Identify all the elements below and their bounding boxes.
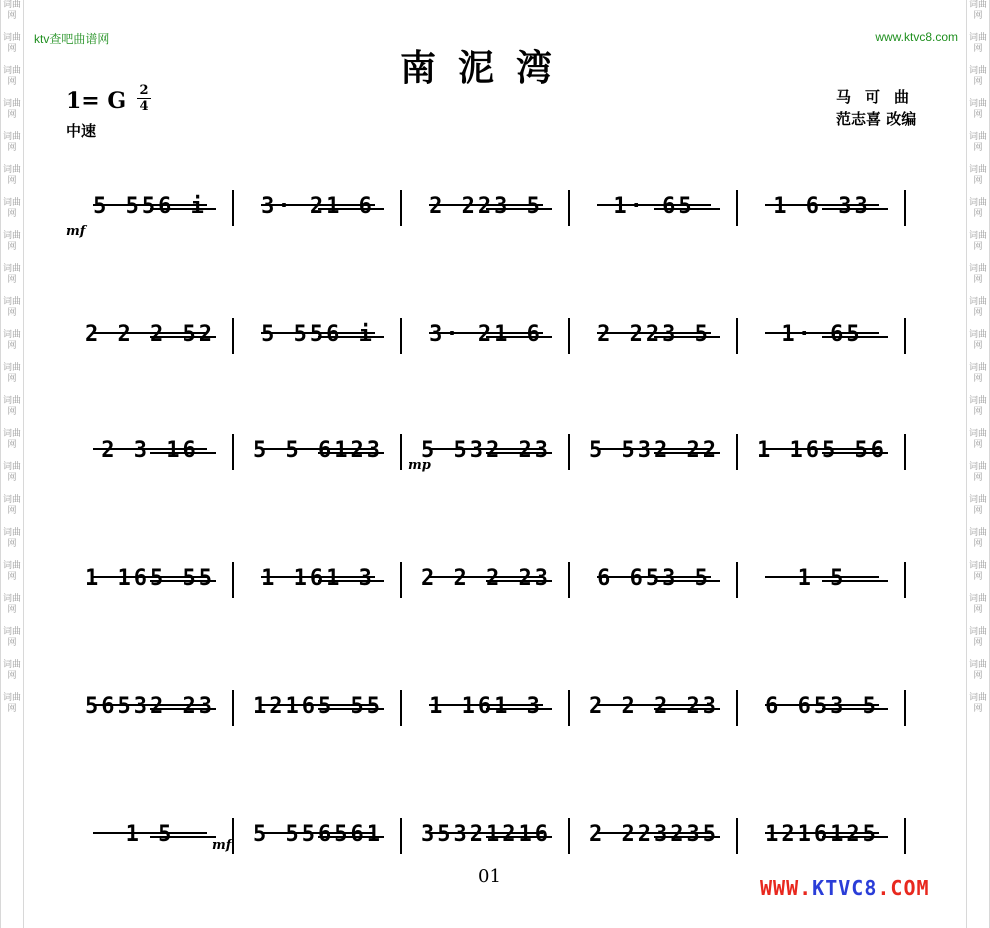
measure [236, 808, 400, 856]
measure [740, 424, 904, 472]
bar-line [904, 318, 906, 354]
dynamic-mp: mp [408, 458, 431, 473]
measure-notes: 3· 21 6 [429, 322, 543, 347]
watermark-left: ktv查吧曲谱网 [34, 32, 110, 46]
bar-line [400, 562, 402, 598]
bar-line [568, 190, 570, 226]
score-row [66, 540, 942, 600]
measure [404, 308, 568, 356]
bar-line [736, 318, 738, 354]
bar-line [232, 434, 234, 470]
bar-line [232, 190, 234, 226]
measure [68, 680, 232, 728]
measure [236, 680, 400, 728]
bar-line [736, 434, 738, 470]
tempo-marking: 中速 [66, 122, 97, 140]
measure [740, 180, 904, 228]
measure [404, 808, 568, 856]
bar-line [568, 690, 570, 726]
right-watermark-strip: 词曲网 词曲网 词曲网 词曲网 词曲网 词曲网 词曲网 词曲网 词曲网 词曲网 词曲网 词曲网 词曲网 词曲网 词曲网 词曲网 词曲网 词曲网 词曲网 词曲网 词曲网 词曲网 [966, 0, 990, 928]
footer-site-prefix: WWW. [760, 876, 813, 900]
measure [68, 808, 232, 856]
measure-notes: 2 2 2 23 [421, 566, 551, 591]
measure [572, 424, 736, 472]
measure [68, 308, 232, 356]
measure [236, 308, 400, 356]
measure [236, 180, 400, 228]
score-row [66, 412, 942, 472]
measure-notes: 1· 65 [613, 194, 695, 219]
measure [572, 552, 736, 600]
bar-line [568, 318, 570, 354]
bar-line [400, 690, 402, 726]
bar-line [904, 190, 906, 226]
measure-notes: 3· 21 6 [261, 194, 375, 219]
measure-notes: 1216125 [765, 822, 879, 847]
bar-line [232, 562, 234, 598]
measure-notes: 2 3 16 [101, 438, 199, 463]
measure-notes: 1· 65 [781, 322, 863, 347]
bar-line [904, 818, 906, 854]
measure-notes: 5 556561 [253, 822, 383, 847]
bar-line [400, 818, 402, 854]
measure-notes: 1 161 3 [429, 694, 543, 719]
footer-site-suffix: .COM [877, 876, 930, 900]
song-title: 南泥湾 [400, 47, 575, 89]
page-number: 01 [478, 866, 501, 887]
bar-line [568, 562, 570, 598]
bar-line [736, 190, 738, 226]
measure-notes: 1 161 3 [261, 566, 375, 591]
measure-notes: 6 653 5 [597, 566, 711, 591]
dynamic-mf: mf [66, 224, 86, 239]
bar-line [568, 434, 570, 470]
key-signature: 1= G [66, 88, 127, 114]
measure-notes: 35321216 [421, 822, 551, 847]
time-signature [137, 84, 151, 113]
bar-line [904, 562, 906, 598]
bar-line [400, 190, 402, 226]
measure-notes: 2 223235 [589, 822, 719, 847]
bar-line [232, 818, 234, 854]
measure-notes: 1 165 56 [757, 438, 887, 463]
score-row [66, 796, 942, 856]
measure-notes: 1 165 55 [85, 566, 215, 591]
measure-notes: 5 556 i [93, 194, 207, 219]
measure [404, 680, 568, 728]
measure [68, 180, 232, 228]
arranger-credit: 范志喜 改编 [836, 110, 917, 128]
measure [572, 808, 736, 856]
measure [404, 180, 568, 228]
bar-line [568, 818, 570, 854]
measure [236, 552, 400, 600]
measure [236, 424, 400, 472]
measure [572, 308, 736, 356]
measure-notes: 5 532 23 [421, 438, 551, 463]
measure-notes: 1 5 [125, 822, 175, 847]
measure [572, 680, 736, 728]
measure [740, 308, 904, 356]
bar-line [232, 690, 234, 726]
bar-line [400, 434, 402, 470]
time-signature-bottom: 4 [139, 99, 149, 114]
measure [740, 552, 904, 600]
bar-line [400, 318, 402, 354]
measure-notes: 5 532 22 [589, 438, 719, 463]
score-row [66, 168, 942, 228]
bar-line [232, 318, 234, 354]
score-row [66, 296, 942, 356]
measure-notes: 5 556 i [261, 322, 375, 347]
measure [68, 552, 232, 600]
measure [404, 552, 568, 600]
measure-notes: 5 5 6123 [253, 438, 383, 463]
measure-notes: 2 2 2 23 [589, 694, 719, 719]
footer-site-brand: KTVC8 [812, 876, 878, 900]
time-signature-top: 2 [139, 83, 149, 98]
measure-notes: 2 2 2 52 [85, 322, 215, 347]
composer-credit: 马可曲 [836, 88, 924, 106]
measure-notes: 2 223 5 [597, 322, 711, 347]
measure [68, 424, 232, 472]
measure-notes: 1 6 33 [773, 194, 871, 219]
left-watermark-strip: 词曲网 词曲网 词曲网 词曲网 词曲网 词曲网 词曲网 词曲网 词曲网 词曲网 词曲网 词曲网 词曲网 词曲网 词曲网 词曲网 词曲网 词曲网 词曲网 词曲网 词曲网 词曲网 [0, 0, 24, 928]
bar-line [736, 818, 738, 854]
watermark-right: www.ktvc8.com [875, 30, 958, 44]
measure-notes: 2 223 5 [429, 194, 543, 219]
measure [740, 680, 904, 728]
measure-notes: 12165 55 [253, 694, 383, 719]
measure-notes: 56532 23 [85, 694, 215, 719]
bar-line [904, 690, 906, 726]
footer-site-logo [760, 876, 930, 900]
measure [572, 180, 736, 228]
measure-notes: 1 5 [797, 566, 847, 591]
measure-notes: 6 653 5 [765, 694, 879, 719]
bar-line [736, 562, 738, 598]
bar-line [904, 434, 906, 470]
dynamic-mf-2: mf [212, 838, 232, 853]
bar-line [736, 690, 738, 726]
measure [740, 808, 904, 856]
score-row [66, 668, 942, 728]
